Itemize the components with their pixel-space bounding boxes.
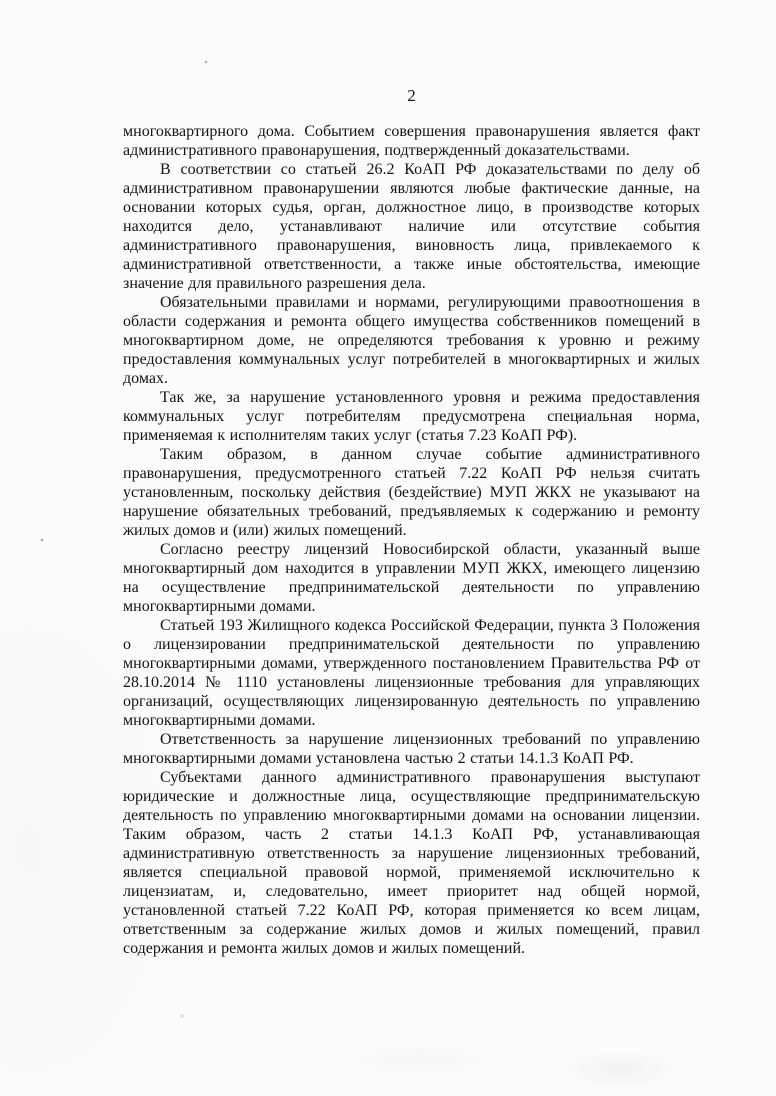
paragraph: Согласно реестру лицензий Новосибирской области, указанный выше многоквартирный дом находится в управлении МУП ЖКХ, имеющего лицензию на осуществление предпринимательской деятельности по управлению многоквартирными домами. bbox=[123, 541, 700, 615]
paragraph: Так же, за нарушение установленного уровня и режима предоставления коммунальных услуг потребителям предусмотрена специальная норма, применяемая к исполнителям таких услуг (статья 7.23 КоАП РФ). bbox=[123, 389, 700, 444]
paragraph: многоквартирного дома. Событием совершения правонарушения является факт административного правонарушения, подтвержденный доказательствами. bbox=[123, 123, 700, 159]
paragraph: Ответственность за нарушение лицензионных требований по управлению многоквартирными домами установлена частью 2 статьи 14.1.3 КоАП РФ. bbox=[123, 731, 700, 767]
paragraph: Обязательными правилами и нормами, регулирующими правоотношения в области содержания и ремонта общего имущества собственников помещений в многоквартирном доме, не определяются требования к уровню и режиму предоставления коммунальных услуг потребителей в многоквартирных и жилых домах. bbox=[123, 294, 700, 387]
paragraph: Таким образом, в данном случае событие административного правонарушения, предусмотренного статьей 7.22 КоАП РФ нельзя считать установленным, поскольку действия (бездействие) МУП ЖКХ не указывают на нарушение обязательных требований, предъявляемых к содержанию и ремонту жилых домов и (или) жилых помещений. bbox=[123, 446, 700, 539]
paragraph: Статьей 193 Жилищного кодекса Российской Федерации, пункта 3 Положения о лицензировании предпринимательской деятельности по управлению многоквартирными домами, утвержденного постановлением Правительства РФ от 28.10.2014 № 1110 установлены лицензионные требования для управляющих организаций, осуществляющих лицензированную деятельность по управлению многоквартирными домами. bbox=[123, 617, 700, 729]
page-number: 2 bbox=[407, 86, 416, 105]
document-body bbox=[123, 122, 700, 958]
paragraph: Субъектами данного административного правонарушения выступают юридические и должностные лица, осуществляющие предпринимательскую деятельность по управлению многоквартирными домами на основании лицензии. Таким образом, часть 2 статьи 14.1.3 КоАП РФ, устанавливающая административную ответственность за нарушение лицензионных требований, является специальной правовой нормой, применяемой исключительно к лицензиатам, и, следовательно, имеет приоритет над общей нормой, установленной статьей 7.22 КоАП РФ, которая применяется ко всем лицам, ответственным за содержание жилых домов и жилых помещений, правил содержания и ремонта жилых домов и жилых помещений. bbox=[123, 769, 700, 957]
paragraph: В соответствии со статьей 26.2 КоАП РФ доказательствами по делу об административном правонарушении являются любые фактические данные, на основании которых судья, орган, должностное лицо, в производстве которых находится дело, устанавливают наличие или отсутствие события административного правонарушения, виновность лица, привлекаемого к административной ответственности, а также иные обстоятельства, имеющие значение для правильного разрешения дела. bbox=[123, 161, 700, 292]
